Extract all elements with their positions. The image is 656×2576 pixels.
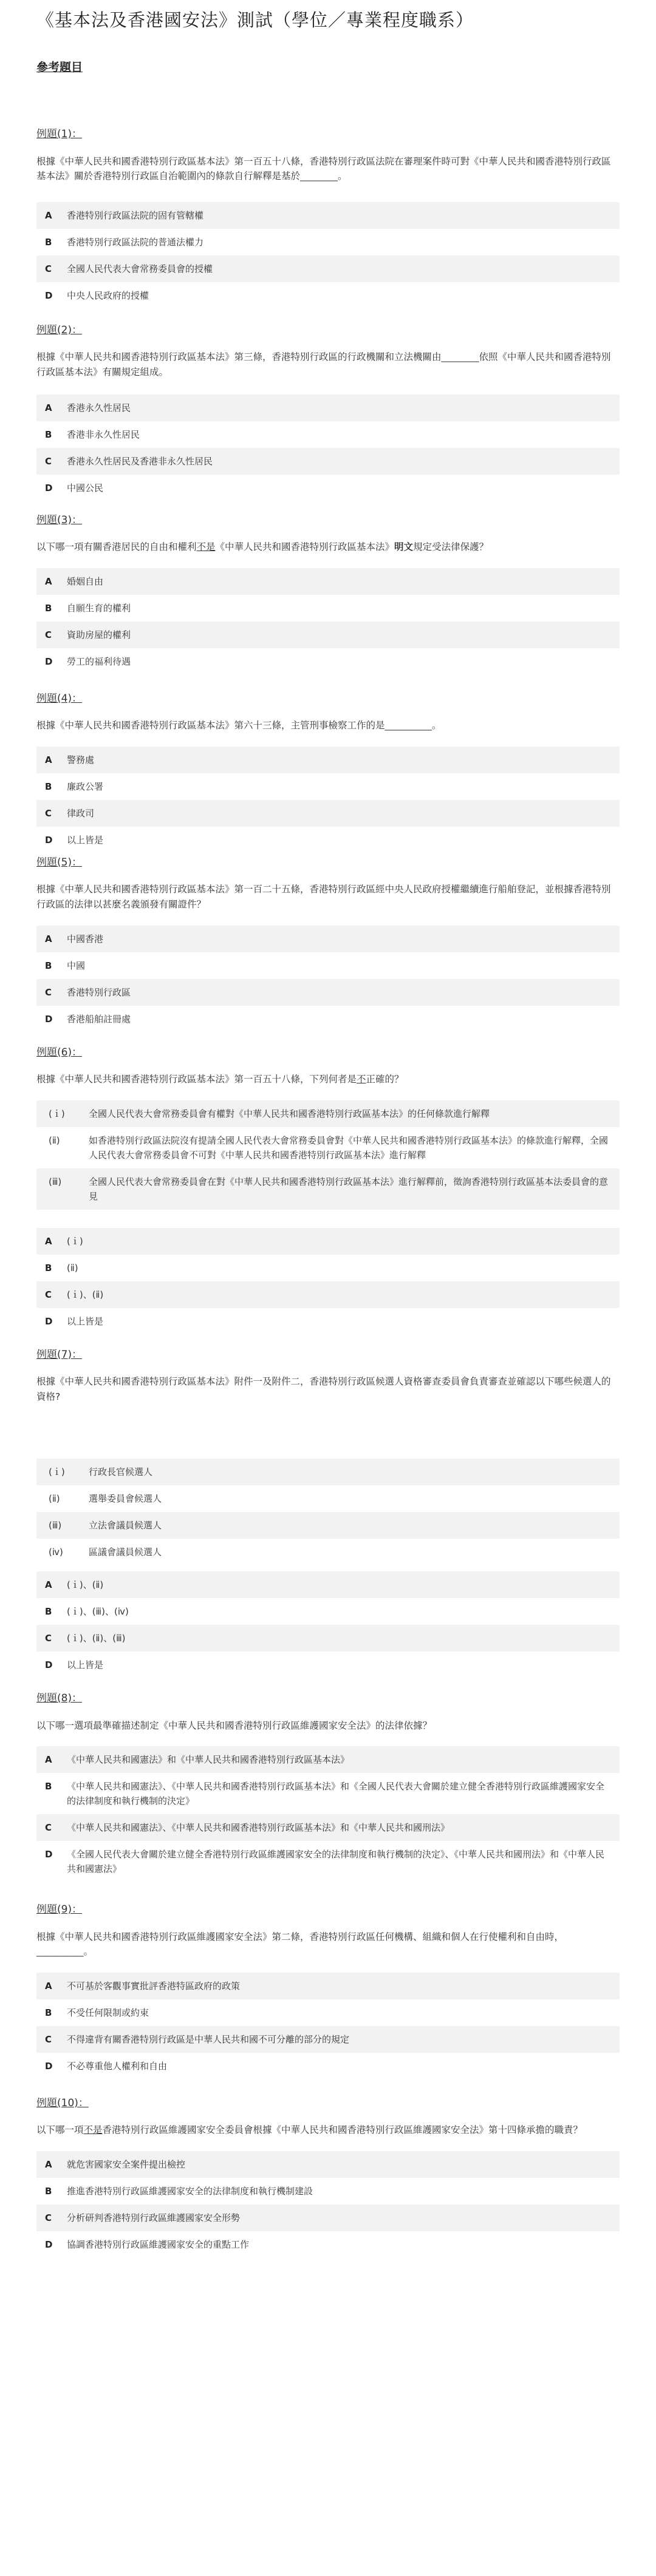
option-list [36,1228,620,1335]
question-text-bold: 明文 [394,541,414,553]
option-letter: B [45,1606,52,1618]
option-letter: A [45,933,52,944]
option-a[interactable] [36,2151,620,2178]
option-letter: C [45,629,52,640]
option-text: 中國香港 [67,933,104,944]
option-text: 香港特別行政區 [67,986,131,998]
option-text: 分析研判香港特別行政區維護國家安全形勢 [67,2212,241,2224]
option-text: 不得違背有關香港特別行政區是中華人民共和國不可分離的部分的規定 [67,2034,350,2046]
option-letter: C [45,263,52,275]
option-c[interactable] [36,1281,620,1308]
question-text-part: 以下哪一項 [36,2124,84,2136]
option-text: 以上皆是 [67,1659,104,1671]
option-letter: C [45,2034,52,2046]
option-a[interactable] [36,926,620,952]
question-label: 例題(5)： [36,856,83,869]
option-d[interactable] [36,2231,620,2258]
option-d[interactable] [36,2053,620,2079]
statement-text: 行政長官候選人 [89,1466,153,1478]
question-text [36,1072,620,1087]
question-text-part: 以下哪一項有關香港居民的自由和權利 [36,541,197,553]
option-b[interactable] [36,1255,620,1281]
question-text: 以下哪一選項最準確描述制定《中華人民共和國香港特別行政區維護國家安全法》的法律依據？ [36,1720,432,1731]
option-list [36,2151,620,2258]
option-letter: B [45,1262,52,1273]
option-letter: A [45,1754,52,1766]
option-d[interactable] [36,1841,620,1882]
statement-text: 立法會議員候選人 [89,1520,162,1531]
option-letter: A [45,402,52,413]
option-text: 廉政公署 [67,781,104,792]
statement-row [36,1100,620,1127]
option-list [36,1746,620,1882]
statement-number: (ⅱ) [49,1493,60,1505]
option-list [36,747,620,853]
option-letter: D [45,834,53,846]
statement-text: 如香港特別行政區法院沒有提請全國人民代表大會常務委員會對《中華人民共和國香港特別行政區基本法》的條款進行解釋，全國人民代表大會常務委員會不可對《中華人民共和國香港特別行政區基本法》進行解釋 [89,1134,609,1161]
question-label: 例題(2)： [36,324,83,337]
option-text: 推進香港特別行政區維護國家安全的法律制度和執行機制建設 [67,2186,313,2197]
option-d[interactable] [36,475,620,501]
option-d[interactable] [36,827,620,853]
option-letter: D [45,1013,53,1025]
option-letter: D [45,1315,53,1327]
option-a[interactable] [36,202,620,229]
question-text: 根據《中華人民共和國香港特別行政區基本法》第三條，香港特別行政區的行政機關和立法機關由________依照《中華人民共和國香港特別行政區基本法》有關規定組成。 [36,351,611,378]
page-title: 《基本法及香港國安法》測試（學位／專業程度職系） [36,10,474,30]
statement-number: (ⅳ) [49,1547,63,1558]
option-a[interactable] [36,1228,620,1255]
option-b[interactable] [36,1773,620,1814]
statement-row [36,1512,620,1539]
statement-number: (ｉ) [49,1466,65,1478]
question-text [36,2123,620,2138]
option-letter: A [45,1235,52,1247]
question-8 [36,1690,620,1882]
option-text: 自願生育的權利 [67,602,131,614]
option-text: (ｉ)、(ⅲ)、(ⅳ) [67,1606,129,1618]
option-letter: C [45,807,52,819]
option-c[interactable] [36,622,620,648]
question-2 [36,322,620,501]
option-letter: C [45,455,52,467]
option-text: 資助房屋的權利 [67,629,131,640]
question-text-part: 《中華人民共和國香港特別行政區基本法》 [215,541,395,553]
section-heading: 參考題目 [36,61,83,74]
option-a[interactable] [36,1571,620,1598]
option-text: 《中華人民共和國憲法》和《中華人民共和國香港特別行政區基本法》 [67,1754,350,1766]
option-list [36,395,620,501]
option-c[interactable] [36,800,620,827]
option-c[interactable] [36,448,620,475]
option-letter: B [45,237,52,248]
option-c[interactable] [36,979,620,1006]
question-label: 例題(3)： [36,514,83,526]
option-letter: D [45,290,53,302]
option-text: 婚姻自由 [67,575,104,587]
statement-list [36,1100,620,1210]
option-letter: A [45,1981,52,1992]
option-text: 中國公民 [67,482,104,493]
option-b[interactable] [36,1999,620,2026]
option-c[interactable] [36,1625,620,1652]
question-text: 根據《中華人民共和國香港特別行政區基本法》第一百二十五條，香港特別行政區經中央人民政府授權繼續進行船舶登記，並根據香港特別行政區的法律以甚麼名義頒發有關證件？ [36,884,611,910]
option-letter: B [45,429,52,440]
option-letter: C [45,2212,52,2224]
option-text: 就危害國家安全案件提出檢控 [67,2159,186,2171]
question-10 [36,2095,620,2258]
option-list [36,568,620,675]
option-letter: A [45,575,52,587]
option-list [36,202,620,309]
option-text: (ⅱ) [67,1262,78,1273]
option-d[interactable] [36,648,620,675]
statement-number: (ⅲ) [49,1520,62,1531]
question-label: 例題(7)： [36,1348,83,1361]
statement-row [36,1459,620,1485]
question-label: 例題(1)： [36,128,83,141]
statement-row [36,1539,620,1565]
option-text: 中國 [67,960,86,971]
question-label: 例題(9)： [36,1903,83,1916]
question-label: 例題(8)： [36,1692,83,1705]
option-a[interactable] [36,747,620,773]
question-1 [36,126,620,309]
option-letter: D [45,2061,53,2072]
question-5 [36,855,620,1032]
option-text: 中央人民政府的授權 [67,290,149,302]
question-list [36,126,620,2258]
option-text: 警務處 [67,754,95,765]
question-text [36,540,620,555]
option-letter: A [45,754,52,765]
option-letter: B [45,2186,52,2197]
option-d[interactable] [36,1308,620,1335]
option-letter: D [45,1659,53,1671]
question-text-part: 正確的？ [366,1073,404,1085]
statement-number: (ｉ) [49,1108,65,1119]
question-text-part: 香港特別行政區維護國家安全委員會根據《中華人民共和國香港特別行政區維護國家安全法》第十四條承擔的職責？ [102,2124,583,2136]
option-b[interactable] [36,1598,620,1625]
statement-text: 全國人民代表大會常務委員會在對《中華人民共和國香港特別行政區基本法》進行解釋前，徵詢香港特別行政區基本法委員會的意見 [89,1176,609,1202]
option-text: 《全國人民代表大會關於建立健全香港特別行政區維護國家安全的法律制度和執行機制的決定》、《中華人民共和國刑法》和《中華人民共和國憲法》 [67,1849,605,1875]
option-letter: B [45,602,52,614]
option-a[interactable] [36,395,620,421]
question-6 [36,1045,620,1335]
option-text: 不可基於客觀事實批評香港特區政府的政策 [67,1981,241,1992]
option-letter: C [45,1633,52,1644]
option-list [36,1571,620,1678]
statement-number: (ⅲ) [49,1176,62,1187]
question-text: 根據《中華人民共和國香港特別行政區維護國家安全法》第二條，香港特別行政區任何機構、組織和個人在行使權利和自由時，__________。 [36,1931,564,1957]
question-text: 根據《中華人民共和國香港特別行政區基本法》第一百五十八條，香港特別行政區法院在審理案件時可對《中華人民共和國香港特別行政區基本法》關於香港特別行政區自治範圍內的條款自行解釋是基於________。 [36,155,611,182]
option-letter: B [45,2007,52,2019]
question-text-underlined: 不 [357,1073,366,1085]
option-b[interactable] [36,595,620,622]
statement-row [36,1127,620,1168]
option-text: (ｉ)、(ⅱ) [67,1289,104,1300]
option-text: 《中華人民共和國憲法》、《中華人民共和國香港特別行政區基本法》和《中華人民共和國刑法》 [67,1822,450,1834]
option-letter: C [45,1822,52,1834]
statement-row [36,1168,620,1210]
option-text: 不受任何限制或約束 [67,2007,149,2019]
option-b[interactable] [36,229,620,256]
option-list [36,1973,620,2079]
option-b[interactable] [36,773,620,800]
question-text-underlined: 不是 [83,2124,103,2136]
option-list [36,926,620,1032]
statement-text: 選舉委員會候選人 [89,1493,162,1505]
question-label: 例題(6)： [36,1046,83,1059]
option-text: 以上皆是 [67,834,104,846]
option-c[interactable] [36,2026,620,2053]
option-text: 律政司 [67,807,95,819]
option-letter: C [45,986,52,998]
option-letter: A [45,210,52,222]
option-text: 香港永久性居民 [67,402,131,413]
statement-number: (ⅱ) [49,1134,60,1146]
statement-text: 區議會議員候選人 [89,1547,162,1558]
option-text: 香港永久性居民及香港非永久性居民 [67,455,213,467]
option-c[interactable] [36,1814,620,1841]
option-text: 不必尊重他人權利和自由 [67,2061,168,2072]
statement-list [36,1459,620,1565]
question-4 [36,691,620,853]
option-c[interactable] [36,256,620,282]
option-b[interactable] [36,952,620,979]
question-label: 例題(4)： [36,692,83,705]
option-text: 香港特別行政區法院的普通法權力 [67,237,204,248]
question-text-part: 規定受法律保護？ [413,541,489,553]
option-text: 勞工的福利待遇 [67,656,131,667]
option-c[interactable] [36,2205,620,2231]
option-letter: A [45,1579,52,1591]
option-letter: D [45,2239,53,2251]
option-text: 協調香港特別行政區維護國家安全的重點工作 [67,2239,250,2251]
question-9 [36,1902,620,2079]
question-3 [36,512,620,675]
option-letter: D [45,482,53,493]
option-a[interactable] [36,1746,620,1773]
option-text: 以上皆是 [67,1315,104,1327]
option-text: 《中華人民共和國憲法》、《中華人民共和國香港特別行政區基本法》和《全國人民代表大會關於建立健全香港特別行政區維護國家安全的法律制度和執行機制的決定》 [67,1781,605,1807]
option-d[interactable] [36,282,620,309]
option-b[interactable] [36,2178,620,2205]
option-text: 全國人民代表大會常務委員會的授權 [67,263,213,275]
option-d[interactable] [36,1652,620,1678]
question-text-underlined: 不是 [196,541,216,553]
option-letter: A [45,2159,52,2171]
option-letter: B [45,1781,52,1792]
option-text: 香港特別行政區法院的固有管轄權 [67,210,204,222]
option-d[interactable] [36,1006,620,1032]
question-label: 例題(10)： [36,2097,89,2110]
question-text: 根據《中華人民共和國香港特別行政區基本法》第六十三條，主管刑事檢察工作的是__________。 [36,720,442,731]
option-letter: D [45,656,53,667]
statement-text: 全國人民代表大會常務委員會有權對《中華人民共和國香港特別行政區基本法》的任何條款進行解釋 [89,1108,490,1119]
option-letter: C [45,1289,52,1300]
option-text: 香港船舶註冊處 [67,1013,131,1025]
question-7 [36,1347,620,1679]
option-letter: B [45,781,52,792]
option-letter: D [45,1849,53,1860]
option-text: (ｉ)、(ⅱ) [67,1579,104,1591]
statement-row [36,1485,620,1512]
option-b[interactable] [36,421,620,448]
option-a[interactable] [36,568,620,595]
question-text-part: 根據《中華人民共和國香港特別行政區基本法》第一百五十八條，下列何者是 [36,1073,357,1085]
option-text: (ｉ)、(ⅱ)、(ⅲ) [67,1633,126,1644]
question-text: 根據《中華人民共和國香港特別行政區基本法》附件一及附件二，香港特別行政區候選人資格審查委員會負責審查並確認以下哪些候選人的資格? [36,1375,611,1402]
option-text: 香港非永久性居民 [67,429,140,440]
option-text: (ｉ) [67,1235,83,1247]
option-letter: B [45,960,52,971]
option-a[interactable] [36,1973,620,1999]
